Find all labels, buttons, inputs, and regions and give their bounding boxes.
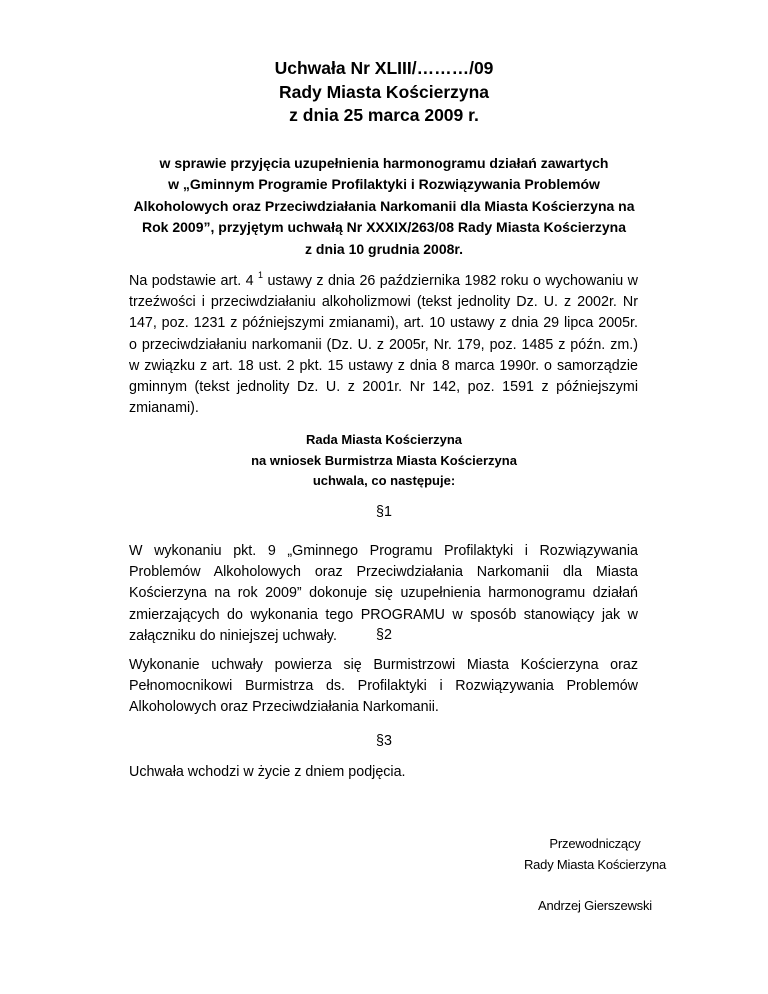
title-date: z dnia 25 marca 2009 r. (289, 105, 479, 125)
signature-block (480, 833, 710, 916)
council-line: uchwala, co następuje: (312, 473, 456, 488)
title-council: Rady Miasta Kościerzyna (278, 81, 490, 102)
section-1-text: W wykonaniu pkt. 9 „Gminnego Programu Profilaktyki i Rozwiązywania Problemów Alkoholowych oraz Przeciwdziałania Narkomanii dla Miasta Kościerzyna na rok 2009” dokonuje się uzupełnienia harmonogramu działań zmierzających do wykonania tego PROGRAMU w sposób stanowiący jak w załączniku do niniejszej uchwały. (129, 543, 638, 644)
signature-name: Andrzej Gierszewski (538, 898, 652, 913)
legal-basis-text-rest: ustawy z dnia 26 października 1982 roku o wychowaniu w trzeźwości i przeciwdziałaniu alkoholizmowi (tekst jednolity Dz. U. z 2002r. Nr 147, poz. 1231 z późniejszymi zmianami), art. 10 ustawy z dnia 29 lipca 2005r. o przeciwdziałaniu narkomanii (Dz. U. z 2005r, Nr. 179, poz. 1485 z późn. zm.) w związku z art. 18 ust. 2 pkt. 15 ustawy z dnia 8 marca 1990r. o samorządzie gminnym (tekst jednolity Dz. U. z 2001r. Nr 142, poz. 1591 z późniejszymi zmianami). (129, 273, 638, 417)
resolution-subject (110, 153, 658, 260)
signature-role: Przewodniczący (549, 836, 641, 851)
signature-council: Rady Miasta Kościerzyna (523, 857, 667, 872)
legal-basis-superscript: 1 (258, 270, 264, 281)
council-decision-heading (0, 430, 768, 492)
section-mark-3: §3 (376, 733, 392, 749)
resolution-title (0, 57, 768, 128)
legal-basis-paragraph (129, 271, 638, 419)
section-3-text: Uchwała wchodzi w życie z dniem podjęcia. (129, 764, 406, 780)
section-2-text: Wykonanie uchwały powierza się Burmistrzowi Miasta Kościerzyna oraz Pełnomocnikowi Burmistrza ds. Profilaktyki i Rozwiązywania Problemów Alkoholowych oraz Przeciwdziałania Narkomanii. (129, 657, 638, 716)
subject-line: w sprawie przyjęcia uzupełnienia harmonogramu działań zawartych (159, 155, 609, 171)
council-line: na wniosek Burmistrza Miasta Kościerzyna (251, 452, 517, 468)
section-mark-1: §1 (376, 504, 392, 520)
council-line: Rada Miasta Kościerzyna (305, 432, 463, 447)
section-mark-2: §2 (376, 627, 392, 643)
legal-basis-text-start: Na podstawie art. 4 (129, 273, 259, 289)
title-number: Uchwała Nr XLIII/………/09 (274, 58, 494, 78)
subject-line: w „Gminnym Programie Profilaktyki i Rozwiązywania Problemów (168, 176, 600, 193)
subject-line: Rok 2009”, przyjętym uchwałą Nr XXXIX/263/08 Rady Miasta Kościerzyna (142, 219, 626, 236)
subject-line: z dnia 10 grudnia 2008r. (305, 240, 463, 257)
subject-line: Alkoholowych oraz Przeciwdziałania Narkomanii dla Miasta Kościerzyna na (133, 197, 635, 214)
